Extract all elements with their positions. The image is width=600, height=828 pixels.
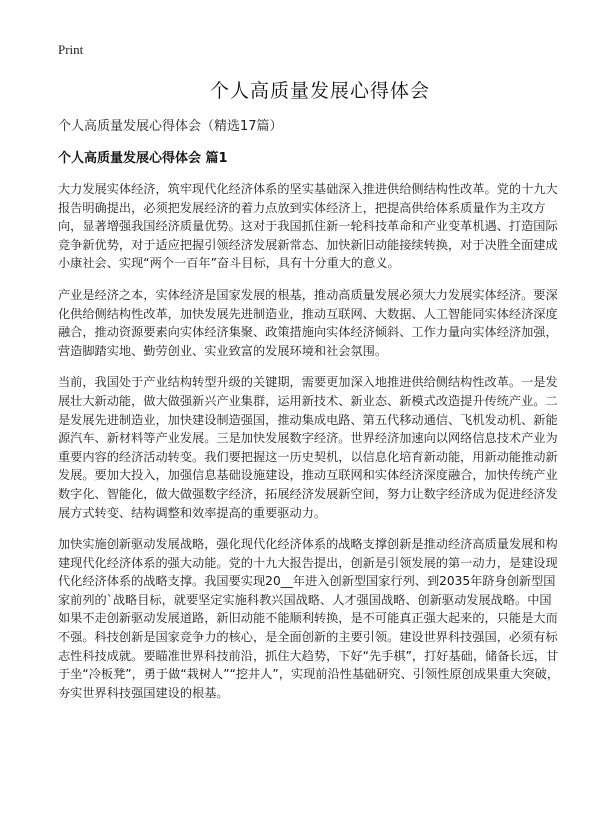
document-subtitle: 个人高质量发展心得体会（精选17篇）	[58, 119, 283, 134]
page-title: 个人高质量发展心得体会	[209, 80, 430, 102]
section-heading: 个人高质量发展心得体会 篇1	[58, 151, 228, 166]
paragraph-3: 当前，我国处于产业结构转型升级的关键期，需要更加深入地推进供给侧结构性改革。一是发展壮大新动能，做大做强新兴产业集群，运用新技术、新业态、新模式改造提升传统产业。二是发展先进制造业，加快建设制造强国，推动集成电路、第五代移动通信、飞机发动机、新能源汽车、新材料等产业发展。三是加快发展数字经济。世界经济加速向以网络信息技术产业为重要内容的经济活动转变。我们要把握这一历史契机，以信息化培育新动能，用新动能推动新发展。要加大投入，加强信息基础设施建设，推动互联网和实体经济深度融合，加快传统产业数字化、智能化，做大做强数字经济，拓展经济发展新空间，努力让数字经济成为促进经济发展方式转变、结构调整和效率提高的重要驱动力。	[58, 375, 558, 520]
paragraph-1: 大力发展实体经济，筑牢现代化经济体系的坚实基础深入推进供给侧结构性改革。党的十九大报告明确提出，必须把发展经济的着力点放到实体经济上，把提高供给体系质量作为主攻方向，显著增强我国经济质量优势。这对于我国抓住新一轮科技革命和产业变革机遇、打造国际竞争新优势，对于适应把握引领经济发展新常态、加快新旧动能接续转换，对于决胜全面建成小康社会、实现“两个一百年”奋斗目标，具有十分重大的意义。	[58, 182, 558, 271]
paragraph-4: 加快实施创新驱动发展战略，强化现代化经济体系的战略支撑创新是推动经济高质量发展和构建现代化经济体系的强大动能。党的十九大报告提出，创新是引领发展的第一动力，是建设现代化经济体系的战略支撑。我国要实现20__年进入创新型国家行列、到2035年跻身创新型国家前列的`战略目标，就要坚定实施科教兴国战略、人才强国战略、创新驱动发展战略。中国如果不走创新驱动发展道路，新旧动能不能顺利转换，是不可能真正强大起来的，只能是大而不强。科技创新是国家竞争力的核心，是全面创新的主要引领。建设世界科技强国，必须有标志性科技成就。要瞄准世界科技前沿，抓住大趋势，下好“先手棋”，打好基础，储备长远，甘于坐“冷板凳”，勇于做“栽树人”“挖井人”，实现前沿性基础研究、引领性原创成果重大突破，夯实世界科技强国建设的根基。	[58, 537, 560, 700]
paragraph-2: 产业是经济之本，实体经济是国家发展的根基，推动高质量发展必须大力发展实体经济。要深化供给侧结构性改革，加快发展先进制造业，推动互联网、大数据、人工智能同实体经济深度融合，推动资源要素向实体经济集聚、政策措施向实体经济倾斜、工作力量向实体经济加强，营造脚踏实地、勤劳创业、实业致富的发展环境和社会氛围。	[58, 287, 558, 358]
print-link[interactable]: Print	[58, 42, 84, 57]
